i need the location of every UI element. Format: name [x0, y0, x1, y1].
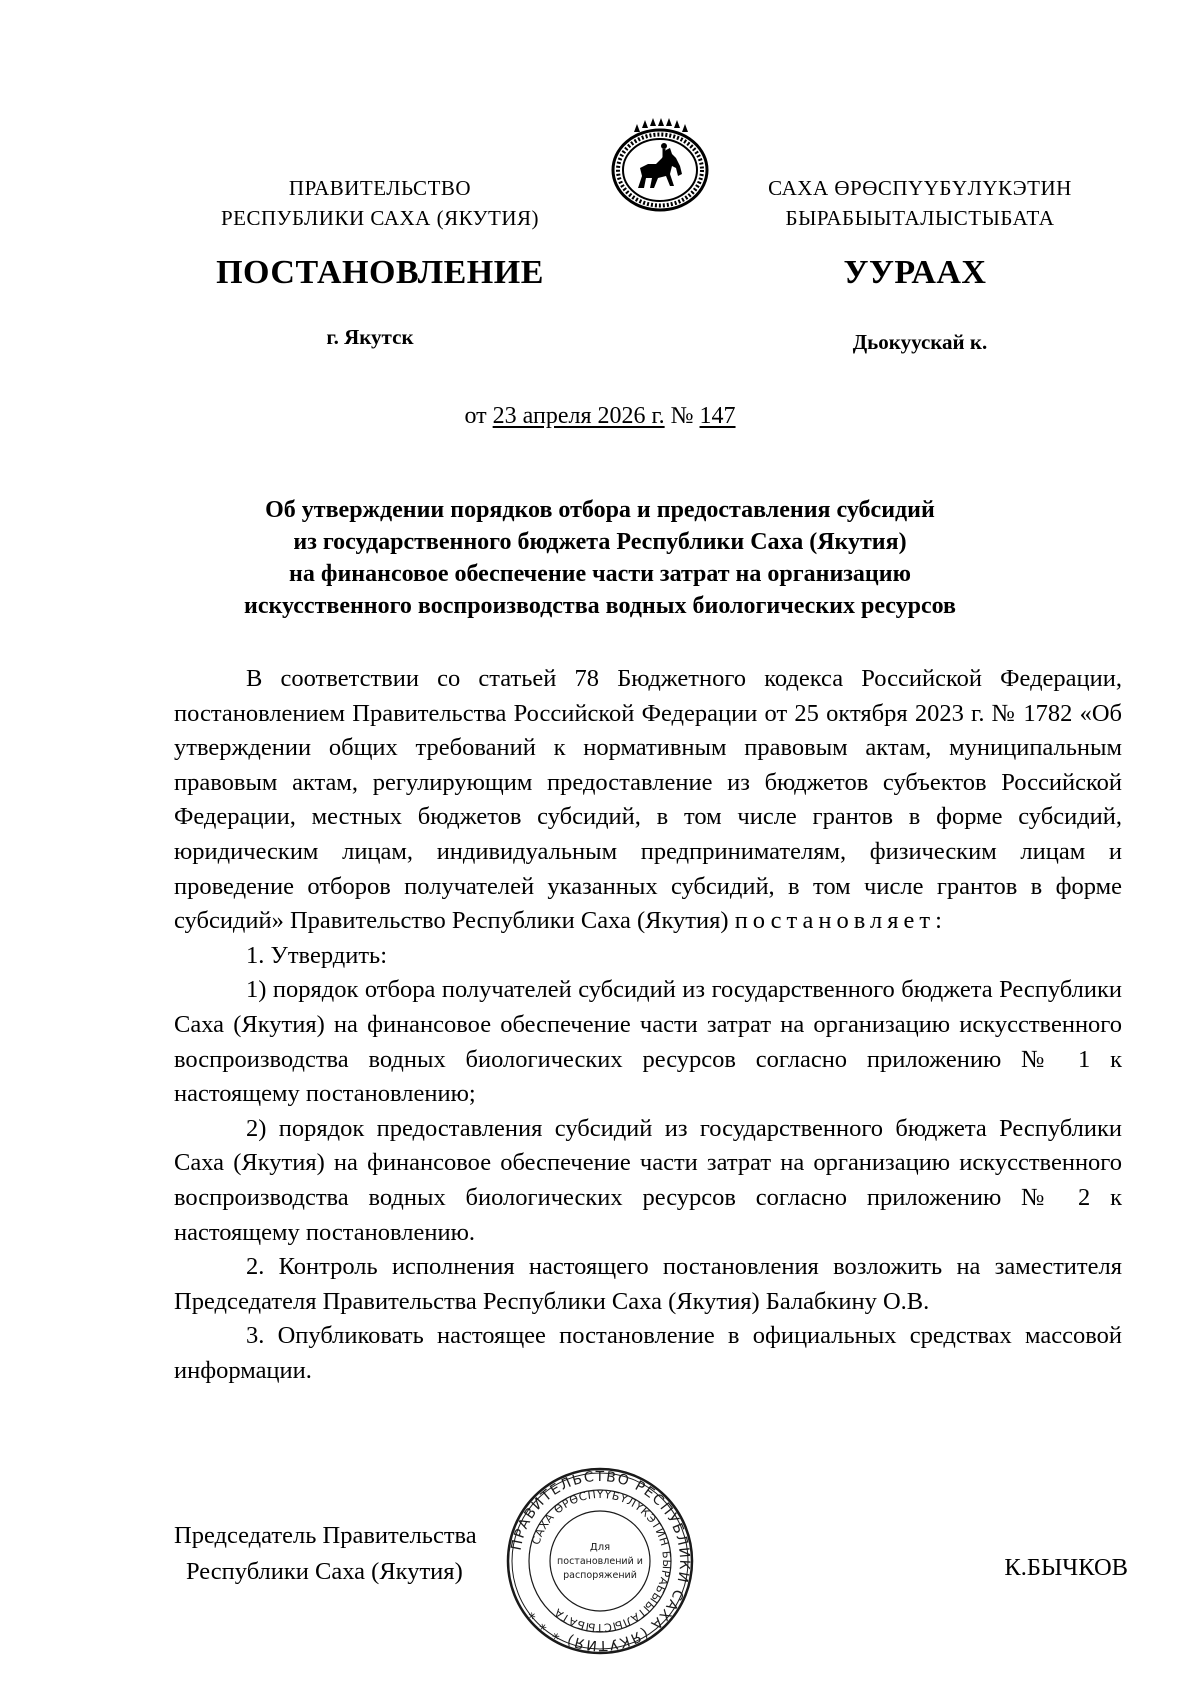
stamp-center-line3: распоряжений	[563, 1570, 637, 1581]
signatory-title-line2: Республики Саха (Якутия)	[186, 1558, 463, 1585]
signatory-name: К.БЫЧКОВ	[1004, 1554, 1128, 1581]
signatory-title	[174, 1518, 534, 1590]
stamp-outer-text: ПРАВИТЕЛЬСТВО РЕСПУБЛИКИ САХА (ЯКУТИЯ) * * *	[508, 1468, 693, 1654]
org-name-ru	[140, 173, 620, 233]
signatory-title-line1: Председатель Правительства	[174, 1522, 477, 1549]
document-title	[150, 494, 1050, 622]
number-sign: №	[670, 403, 694, 429]
clause-1-1: 1) порядок отбора получателей субсидий из государственного бюджета Республики Саха (Якутия) на финансовое обеспечение части затрат на организацию искусственного воспроизводства водных биологических ресурсов согласно приложению № 1 к настоящему постановлению;	[174, 976, 1122, 1108]
document-body	[174, 662, 1122, 1388]
title-line: искусственного воспроизводства водных биологических ресурсов	[244, 593, 956, 619]
coat-of-arms-emblem	[604, 118, 716, 214]
preamble-text: В соответствии со статьей 78 Бюджетного кодекса Российской Федерации, постановлением Правительства Российской Федерации от 25 октября 2023 г. № 1782 «Об утверждении общих требований к нормативным правовым актам, муниципальным правовым актам, регулирующим предоставление из бюджетов субъектов Российской Федерации, местных бюджетов субсидий, в том числе грантов в форме субсидий, юридическим лицам, индивидуальным предпринимателям, физическим лицам и проведение отборов получателей указанных субсидий, в том числе грантов в форме субсидий» Правительство Республики Саха (Якутия)	[174, 665, 1122, 935]
clause-1-2: 2) порядок предоставления субсидий из государственного бюджета Республики Саха (Якутия) на финансовое обеспечение части затрат на организацию искусственного воспроизводства водных биологических ресурсов согласно приложению № 2 к настоящему постановлению.	[174, 1114, 1122, 1246]
city-ru: г. Якутск	[326, 325, 414, 349]
clause-1: 1. Утвердить:	[246, 941, 388, 969]
org-name-sakha-line1: САХА ӨРӨСПҮҮБҮЛҮКЭТИН	[768, 176, 1072, 200]
preamble-paragraph	[174, 662, 1122, 939]
date-prefix: от	[464, 403, 487, 429]
org-name-ru-line1: ПРАВИТЕЛЬСТВО	[288, 176, 472, 200]
doctype-sakha: УУРААХ	[843, 254, 987, 291]
title-line: Об утверждении порядков отбора и предоставления субсидий	[265, 497, 935, 523]
official-stamp	[505, 1466, 695, 1656]
resolves-word: постановляет:	[734, 907, 947, 935]
org-name-ru-line2: РЕСПУБЛИКИ САХА (ЯКУТИЯ)	[220, 206, 540, 230]
stamp-center-line2: постановлений и	[557, 1556, 643, 1567]
clause-2: 2. Контроль исполнения настоящего постановления возложить на заместителя Председателя Правительства Республики Саха (Якутия) Балабкину О.В.	[174, 1253, 1122, 1315]
document-date: 23 апреля 2026 г.	[492, 403, 665, 429]
doctype-ru: ПОСТАНОВЛЕНИЕ	[216, 254, 544, 291]
stamp-inner-text: САХА ӨРӨСПҮҮБҮЛҮКЭТИН БЫРАБЫЫТАЛЫСТЫБАТА	[529, 1487, 674, 1635]
title-line: на финансовое обеспечение части затрат на организацию	[289, 561, 911, 587]
coat-of-arms-horseman-icon	[613, 118, 707, 210]
document-number: 147	[699, 403, 736, 429]
org-name-sakha-line2: БЫРАБЫЫТАЛЫСТЫБАТА	[785, 206, 1055, 230]
org-name-sakha	[705, 173, 1135, 233]
date-number-line	[300, 403, 900, 430]
clause-3: 3. Опубликовать настоящее постановление в официальных средствах массовой информации.	[174, 1322, 1122, 1384]
stamp-center-line1: Для	[589, 1542, 611, 1553]
city-sakha: Дьокуускай к.	[852, 330, 988, 354]
title-line: из государственного бюджета Республики Саха (Якутия)	[293, 529, 907, 555]
